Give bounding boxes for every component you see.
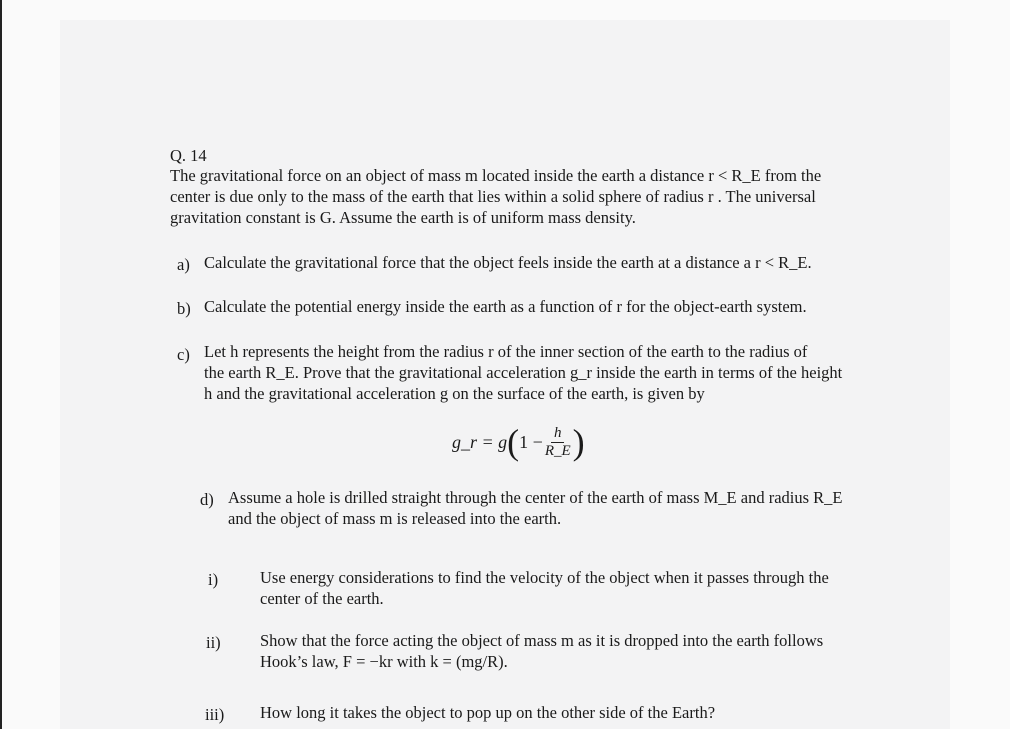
intro-line-1: The gravitational force on an object of mass m located inside the earth a distance r < R_E from the	[170, 166, 822, 185]
part-d-label: d)	[200, 490, 214, 509]
part-c-label: c)	[177, 345, 190, 364]
formula-open-paren: (	[507, 422, 520, 462]
formula-denominator: R_E	[544, 442, 571, 459]
question-number: Q. 14	[170, 146, 207, 165]
part-c-line-3: h and the gravitational acceleration g on the surface of the earth, is given by	[204, 384, 705, 403]
part-a-label: a)	[177, 255, 190, 274]
intro-line-3: gravitation constant is G. Assume the earth is of uniform mass density.	[170, 208, 636, 227]
formula-close-paren: )	[572, 422, 585, 462]
sub-ii-line-2: Hook’s law, F = −kr with k = (mg/R).	[260, 652, 508, 671]
sub-iii-line-1: How long it takes the object to pop up on the other side of the Earth?	[260, 703, 716, 722]
sub-iii-label: iii)	[205, 705, 225, 724]
intro-line-2: center is due only to the mass of the earth that lies within a solid sphere of radius r . The universal	[170, 187, 816, 206]
part-c-line-1: Let h represents the height from the radius r of the inner section of the earth to the radius of	[204, 342, 808, 361]
part-d-line-1: Assume a hole is drilled straight through the center of the earth of mass M_E and radius R_E	[228, 488, 843, 507]
sub-i-line-2: center of the earth.	[260, 589, 384, 608]
part-b-label: b)	[177, 299, 191, 318]
part-d-line-2: and the object of mass m is released into the earth.	[228, 509, 562, 528]
formula-gr	[452, 424, 585, 460]
formula-fraction	[545, 425, 571, 460]
part-b-text: Calculate the potential energy inside the earth as a function of r for the object-earth system.	[204, 297, 807, 316]
sub-i-label: i)	[208, 570, 219, 589]
formula-one: 1 −	[519, 431, 543, 452]
left-edge	[0, 0, 2, 729]
part-a-text: Calculate the gravitational force that the object feels inside the earth at a distance a r < R_E.	[204, 253, 812, 272]
formula-numerator: h	[551, 425, 565, 443]
part-c-line-2: the earth R_E. Prove that the gravitational acceleration g_r inside the earth in terms of the height	[204, 363, 843, 382]
sub-ii-label: ii)	[206, 633, 221, 652]
sub-i-line-1: Use energy considerations to find the velocity of the object when it passes through the	[260, 568, 829, 587]
sub-ii-line-1: Show that the force acting the object of mass m as it is dropped into the earth follows	[260, 631, 824, 650]
formula-lhs: g_r = g	[452, 431, 508, 452]
